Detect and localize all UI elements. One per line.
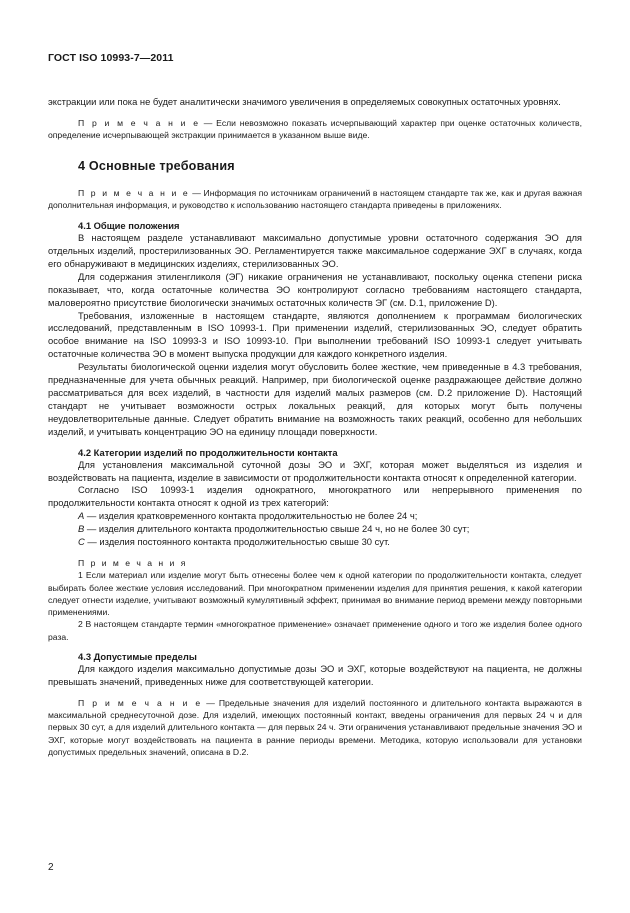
category-item (48, 510, 582, 523)
category-text: — изделия постоянного контакта продолжительностью свыше 30 сут. (84, 536, 390, 548)
section-4-1-paragraph: Требования, изложенные в настоящем стандарте, являются дополнением к программам биологических исследований, представленным в ISO 10993-1. При применении изделий, стерилизованных ЭО, следует обратить особое внимание на ISO 10993-3 и ISO 10993-10. При выполнении требований ISO 10993-1 следует учитывать остаточные количества ЭО в момент выпуска продукции для каждого конкретного изделия. (48, 309, 582, 360)
category-item (48, 523, 582, 536)
section-4-2-title: 4.2 Категории изделий по продолжительности контакта (78, 446, 338, 458)
note-label: П р и м е ч а н и е (78, 697, 203, 708)
category-letter: B (78, 523, 85, 535)
section-4-1-title: 4.1 Общие положения (78, 220, 180, 232)
category-letter: C (78, 536, 85, 548)
note-2: 2 В настоящем стандарте термин «многократное применение» означает применение одного и того же изделия более одного раза. (48, 619, 582, 642)
section-4-note (48, 187, 582, 212)
section-4-2-paragraph: Согласно ISO 10993-1 изделия однократного, многократного или непрерывного применения по продолжительности контакта относят к одной из трех категорий: (48, 484, 582, 509)
category-item (48, 536, 582, 549)
section-4-3-title: 4.3 Допустимые пределы (78, 651, 197, 663)
page-header-title: ГОСТ ISO 10993-7—2011 (48, 52, 174, 64)
note-label: П р и м е ч а н и е (78, 187, 190, 198)
note-text: — Информация по источникам ограничений в настоящем стандарте так же, как и другая важная дополнительная информация, и руководство к использованию настоящего стандарта приведены в приложениях. (48, 187, 583, 210)
note-text: — Предельные значения для изделий постоянного и длительного контакта выражаются в максимальной среднесуточной дозе. Для изделий, имеющих постоянный контакт, введены ограничения для первых 24 ч и для первых 30 сут, а для изделий длительного контакта — для первых 24 ч. Эти ограничения устанавливают предельные значения ЭО и ЭХГ, которые могут воздействовать на пациента в ранние периоды времени. Методика, которую использовали для установки допустимых предельных значений, описана в D.2. (48, 697, 582, 758)
section-4-title: 4 Основные требования (78, 158, 235, 173)
category-text: — изделия кратковременного контакта продолжительностью не более 24 ч; (84, 510, 418, 522)
section-4-1-paragraph: Для содержания этиленгликоля (ЭГ) никакие ограничения не устанавливают, поскольку оценка степени риска показывает, что, когда остаточные количества ЭО контролируют согласно требованиям настоящего стандарта, маловероятно присутствие биологически значимых остаточных количеств ЭГ (см. D.1, приложение D). (48, 270, 582, 308)
intro-note (48, 117, 582, 142)
section-4-3-note (48, 697, 582, 758)
category-text: — изделия длительного контакта продолжительностью свыше 24 ч, но не более 30 сут; (84, 523, 470, 535)
section-4-1-paragraph: В настоящем разделе устанавливают максимально допустимые уровни остаточного содержания ЭО для отдельных изделий, простерилизованных ЭО. Регламентируется также максимальное содержание ЭХГ в случаях, когда его обнаруживают в медицинских изделиях, стерилизованных ЭО. (48, 232, 582, 269)
section-4-3-paragraph: Для каждого изделия максимально допустимые дозы ЭО и ЭХГ, которые воздействуют на пациента, не должны превышать значений, приведенных ниже для соответствующей категории. (48, 663, 582, 687)
page-number: 2 (48, 862, 54, 873)
note-text: — Если невозможно показать исчерпывающий характер при оценке остаточных количеств, определение исчерпывающей экстракции принимается в указанном выше виде. (48, 117, 582, 141)
section-4-2-paragraph: Для установления максимальной суточной дозы ЭО и ЭХГ, которая может выделяться из изделия и воздействовать на пациента, изделие в зависимости от продолжительности контакта относят к определенной категории. (48, 458, 582, 483)
category-letter: A (78, 510, 85, 522)
note-label: П р и м е ч а н и е (78, 117, 201, 128)
note-1: 1 Если материал или изделие могут быть отнесены более чем к одной категории по продолжительности контакта, следует выбирать более жесткие условия исследований. При многократном применении изделия для принятия решения, к какой категории следует отнести изделие, учитывают возможный кумулятивный эффект, принимая во внимание период времени между повторными применениями. (48, 570, 582, 618)
notes-label-text: П р и м е ч а н и я (78, 557, 188, 568)
section-4-1-paragraph: Результаты биологической оценки изделия могут обусловить более жесткие, чем приведенные в 4.3 требования, предназначенные для учета обычных реакций. Например, при биологической оценке раздражающее действие должно рассматриваться для всех изделий, в частности для изделий малых размеров (см. D.2 приложение D). Настоящий стандарт не учитывает возможности острых локальных реакций, для которых могут быть получены неудовлетворительные данные. Следует обратить внимание на возможность таких реакций, особенно для небольших изделий, и учитывать концентрацию ЭО на единицу площади поверхности. (48, 361, 582, 437)
page-content (48, 96, 582, 758)
intro-paragraph: экстракции или пока не будет аналитически значимого увеличения в определяемых совокупных остаточных уровнях. (48, 96, 561, 107)
notes-label (48, 557, 582, 569)
